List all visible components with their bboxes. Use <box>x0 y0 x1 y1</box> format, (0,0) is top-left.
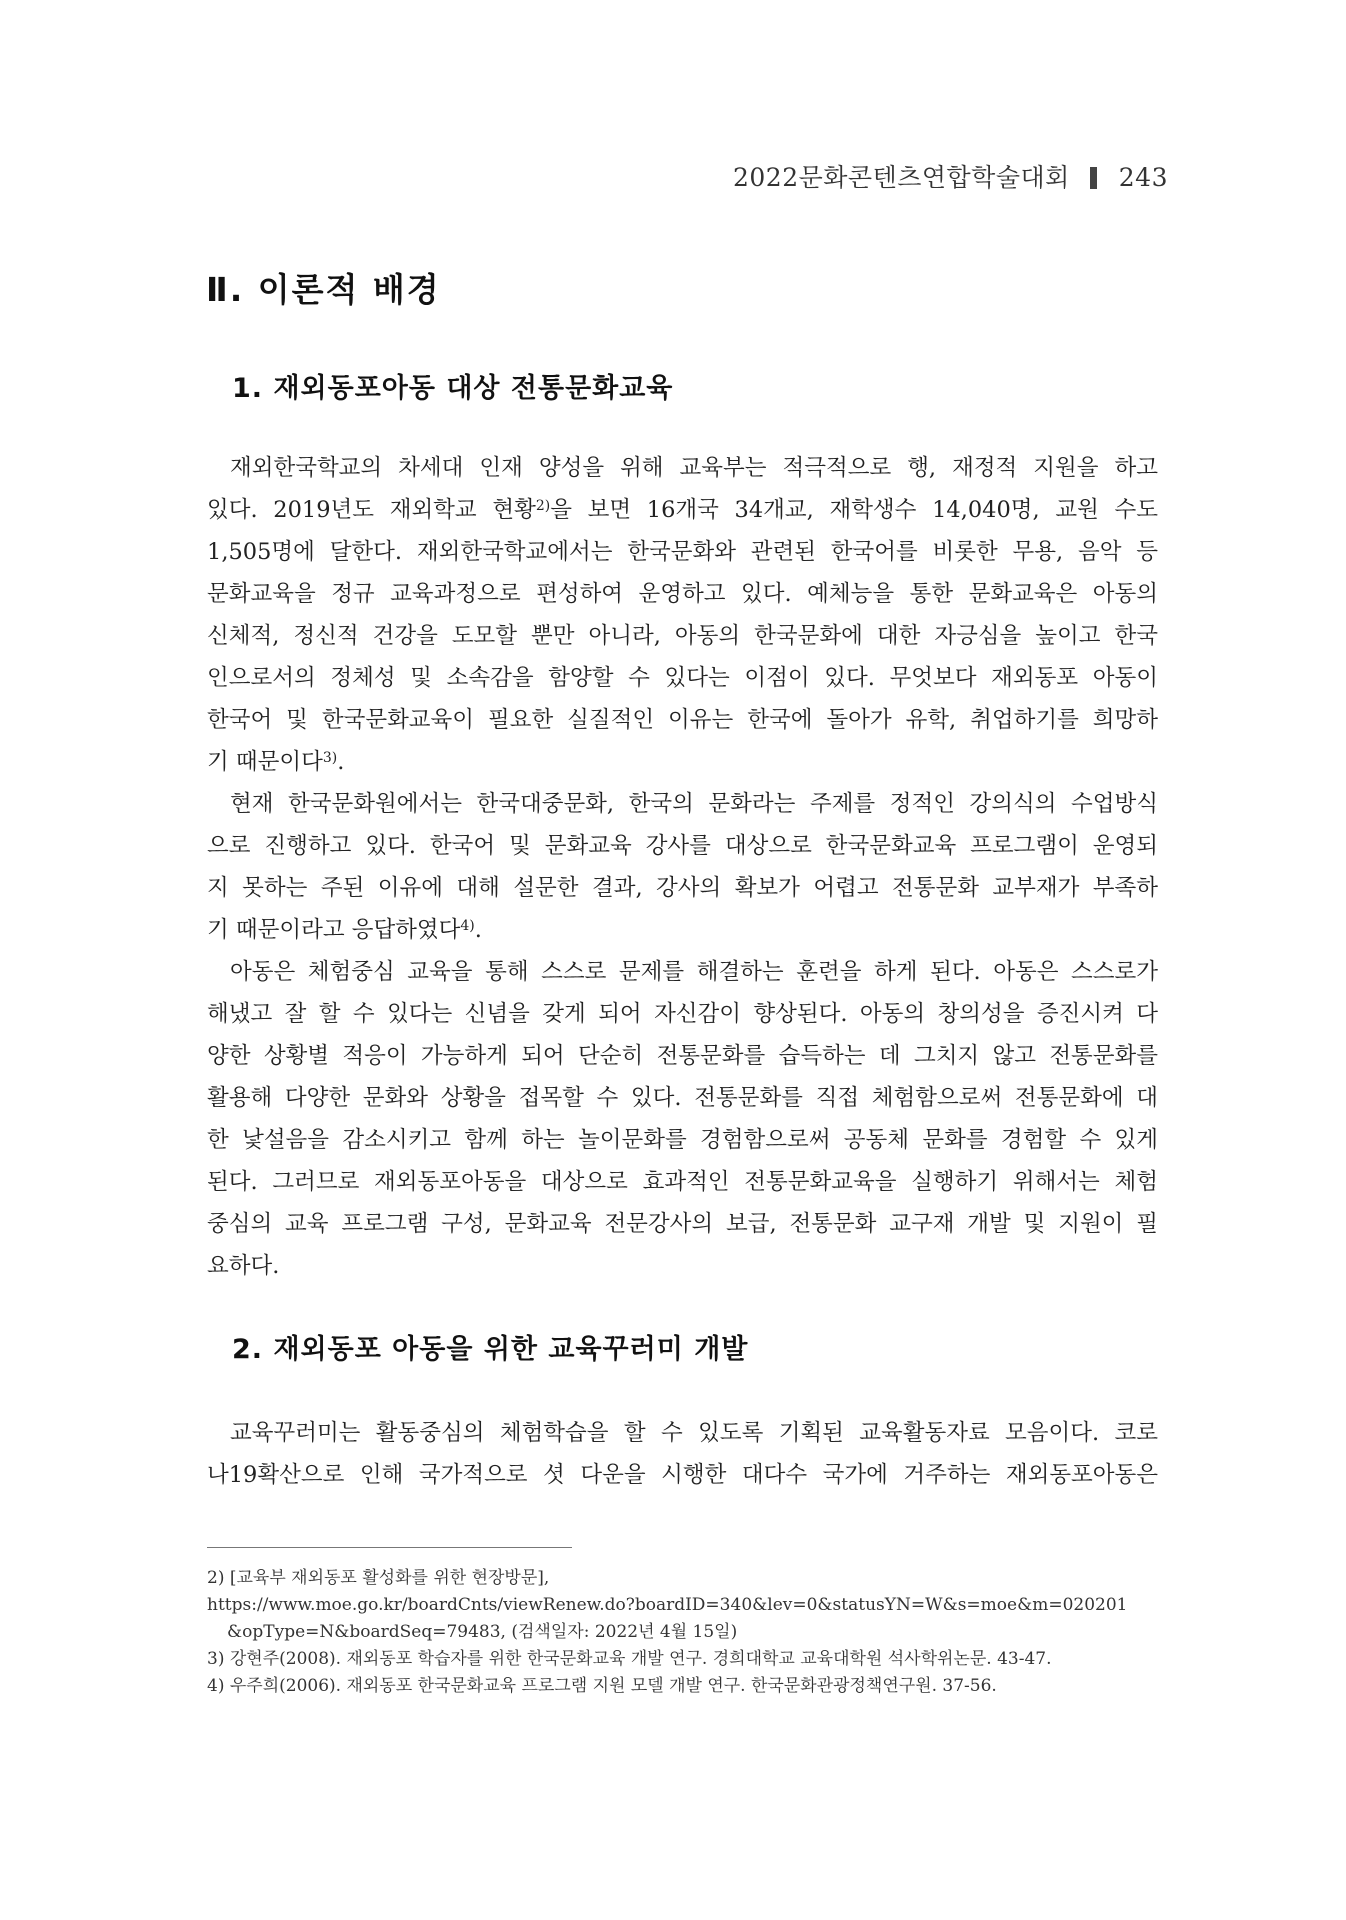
paragraph-line: 현재 한국문화원에서는 한국대중문화, 한국의 문화라는 주제를 정적인 강의식의 수업방식 <box>230 791 1158 817</box>
paragraph-line: 기 때문이라고 응답하였다$^{4)}$. <box>207 917 482 943</box>
footnote-4: 4) 우주희(2006). 재외동포 한국문화교육 프로그램 지원 모델 개발 연구. 한국문화관광정책연구원. 37-56. <box>207 1676 997 1696</box>
paragraph-line: 기 때문이다$^{3)}$. <box>207 749 345 775</box>
subsection-body-1 <box>207 447 1158 1287</box>
footnote-ref: 4) <box>460 918 475 934</box>
page-number: 243 <box>1118 163 1168 192</box>
paragraph-line: 요하다. <box>207 1253 280 1279</box>
footnote-2: 2) [교육부 재외동포 활성화를 위한 현장방문], <box>207 1568 550 1588</box>
paragraph-line: 1,505명에 달한다. 재외한국학교에서는 한국문화와 관련된 한국어를 비롯한 무용, 음악 등 <box>207 539 1158 565</box>
paragraph-line: 아동은 체험중심 교육을 통해 스스로 문제를 해결하는 훈련을 하게 된다. 아동은 스스로가 <box>230 959 1158 985</box>
header-separator <box>1090 167 1097 189</box>
paragraph-line: 재외한국학교의 차세대 인재 양성을 위해 교육부는 적극적으로 행, 재정적 지원을 하고 <box>230 455 1158 481</box>
footnote-ref: 2) <box>535 498 551 514</box>
footnote-divider <box>207 1547 572 1548</box>
paragraph-line: 된다. 그러므로 재외동포아동을 대상으로 효과적인 전통문화교육을 실행하기 위해서는 체험 <box>207 1169 1158 1195</box>
paragraph-line: 있다. 2019년도 재외학교 현황$^{2)}$을 보면 16개국 34개교, 재학생수 14,040명, 교원 수도 <box>207 497 1158 523</box>
footnote-3: 3) 강현주(2008). 재외동포 학습자를 위한 한국문화교육 개발 연구. 경희대학교 교육대학원 석사학위논문. 43-47. <box>207 1649 1052 1669</box>
paragraph-line: 교육꾸러미는 활동중심의 체험학습을 할 수 있도록 기획된 교육활동자료 모음이다. 코로 <box>230 1420 1158 1446</box>
running-header <box>733 158 1168 194</box>
footnote-2-continuation: &opType=N&boardSeq=79483, (검색일자: 2022년 4월 15일) <box>227 1622 738 1642</box>
conference-title: 2022문화콘텐츠연합학술대회 <box>733 163 1070 192</box>
paragraph-line: 중심의 교육 프로그램 구성, 문화교육 전문강사의 보급, 전통문화 교구재 개발 및 지원이 필 <box>207 1211 1158 1237</box>
paragraph-line: 한국어 및 한국문화교육이 필요한 실질적인 이유는 한국에 돌아가 유학, 취업하기를 희망하 <box>207 707 1158 733</box>
paragraph-line: 인으로서의 정체성 및 소속감을 함양할 수 있다는 이점이 있다. 무엇보다 재외동포 아동이 <box>207 665 1158 691</box>
footnotes <box>207 1565 1162 1700</box>
paragraph-line: 지 못하는 주된 이유에 대해 설문한 결과, 강사의 확보가 어렵고 전통문화 교부재가 부족하 <box>207 875 1158 901</box>
subsection-title-1: 1. 재외동포아동 대상 전통문화교육 <box>232 373 674 404</box>
paragraph-line: 신체적, 정신적 건강을 도모할 뿐만 아니라, 아동의 한국문화에 대한 자긍심을 높이고 한국 <box>207 623 1158 649</box>
paragraph-line: 문화교육을 정규 교육과정으로 편성하여 운영하고 있다. 예체능을 통한 문화교육은 아동의 <box>207 581 1158 607</box>
footnote-ref: 3) <box>322 750 338 766</box>
section-title: Ⅱ. 이론적 배경 <box>206 270 441 309</box>
subsection-title-2: 2. 재외동포 아동을 위한 교육꾸러미 개발 <box>232 1334 749 1365</box>
subsection-body-2 <box>207 1412 1158 1496</box>
paragraph-line: 으로 진행하고 있다. 한국어 및 문화교육 강사를 대상으로 한국문화교육 프로그램이 운영되 <box>207 833 1158 859</box>
paragraph-line: 양한 상황별 적응이 가능하게 되어 단순히 전통문화를 습득하는 데 그치지 않고 전통문화를 <box>207 1043 1158 1069</box>
paragraph-line: 한 낯설음을 감소시키고 함께 하는 놀이문화를 경험함으로써 공동체 문화를 경험할 수 있게 <box>207 1127 1158 1153</box>
paragraph-line: 해냈고 잘 할 수 있다는 신념을 갖게 되어 자신감이 향상된다. 아동의 창의성을 증진시켜 다 <box>207 1001 1158 1027</box>
paragraph-line: 활용해 다양한 문화와 상황을 접목할 수 있다. 전통문화를 직접 체험함으로써 전통문화에 대 <box>207 1085 1158 1111</box>
footnote-2-link[interactable]: https://www.moe.go.kr/boardCnts/viewRenew.do?boardID=340&lev=0&statusYN=W&s=moe&m=020201 <box>207 1595 1128 1615</box>
paragraph-line: 나19확산으로 인해 국가적으로 셧 다운을 시행한 대다수 국가에 거주하는 재외동포아동은 <box>207 1462 1158 1488</box>
